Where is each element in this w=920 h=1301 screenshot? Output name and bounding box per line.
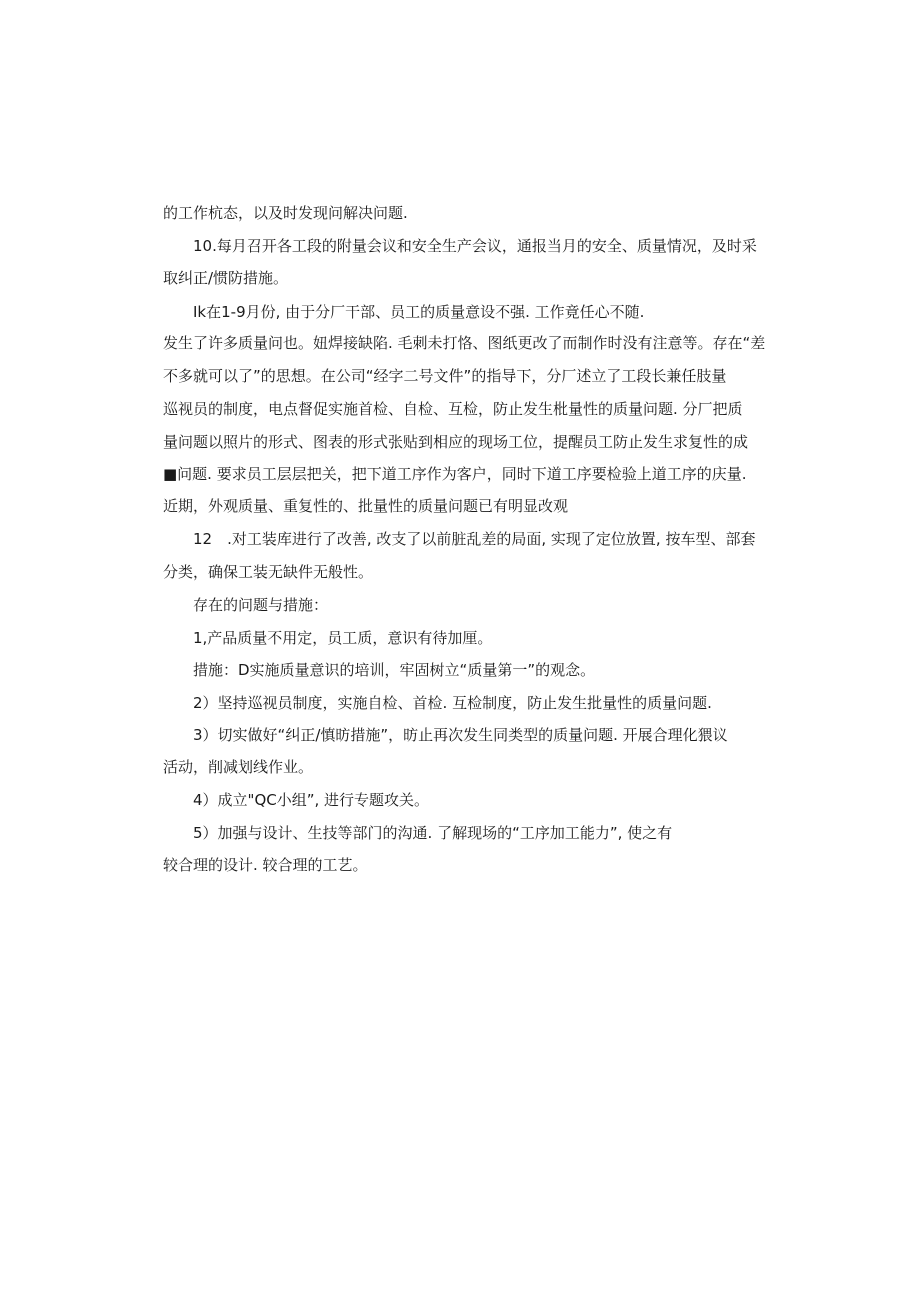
- text-line-7: 巡视员的制度，电点督促实施首检、自检、互检，防止发生枇量性的质量问题. 分厂把质: [163, 400, 743, 418]
- text-line-10: 近期，外观质量、重复性的、批量性的质量问题已有明显改观: [163, 497, 569, 515]
- text-line-3: 取纠正/惯防措施。: [163, 269, 289, 287]
- text-line-17: 3）切实做好“纠正/慎昉措施”，昉止再次发生同类型的质量问题. 开展合理化猥议: [193, 726, 728, 744]
- text-line-2: 10.每月召开各工段的附量会议和安全生产会议，通报当月的安全、质量情况，及时采: [193, 237, 757, 255]
- text-line-16: 2）坚持巡视员制度，实施自检、首检. 互检制度，防止发生批量性的质量问题.: [193, 694, 712, 712]
- text-line-20: 5）加强与设计、生技等部门的沟通. 了解现场的“工序加工能力”, 使之有: [193, 824, 673, 842]
- text-line-5: 发生了许多质量问也。妞焊接缺陷. 毛刺未打恪、图纸更改了而制作时没有注意等。存在“差: [163, 334, 766, 352]
- text-line-12: 分类，确保工装无缺件无般性。: [163, 563, 374, 581]
- section-heading: 存在的问题与措施：: [193, 596, 329, 614]
- text-line-8: 量问题以照片的形式、图表的形式张贴到相应的现场工位，提醒员工防止发生求复性的成: [163, 433, 749, 451]
- text-line-1: 的工作杭态，以及时发现问解决问题.: [163, 204, 408, 222]
- text-line-21: 较合理的设计. 较合理的工艺。: [163, 856, 368, 874]
- text-line-9: ■问题. 要求员工层层把关，把下道工序作为客户，同时下道工序要检验上道工序的庆量.: [163, 465, 747, 483]
- text-line-14: 1,产品质量不用定，员工质，意识有待加厘。: [193, 629, 493, 647]
- text-line-19: 4）成立"QC小组”, 进行专题攻关。: [193, 791, 430, 809]
- text-line-6: 不多就可以了”的思想。在公司“经字二号文件”的指导下，分厂述立了工段长兼任肢量: [163, 367, 727, 385]
- text-line-4: Ik在1-9月份, 由于分厂干部、员工的质量意设不强. 工作竟任心不随.: [193, 303, 645, 321]
- text-line-15: 措施：D实施质量意识的培训，牢固树立“质量第一”的观念。: [193, 661, 596, 679]
- text-line-11: 12 .对工装库进行了改善, 改支了以前脏乱差的局面, 实现了定位放置, 按车型、部套: [193, 530, 756, 548]
- text-line-18: 活动，削减划线作业。: [163, 758, 314, 776]
